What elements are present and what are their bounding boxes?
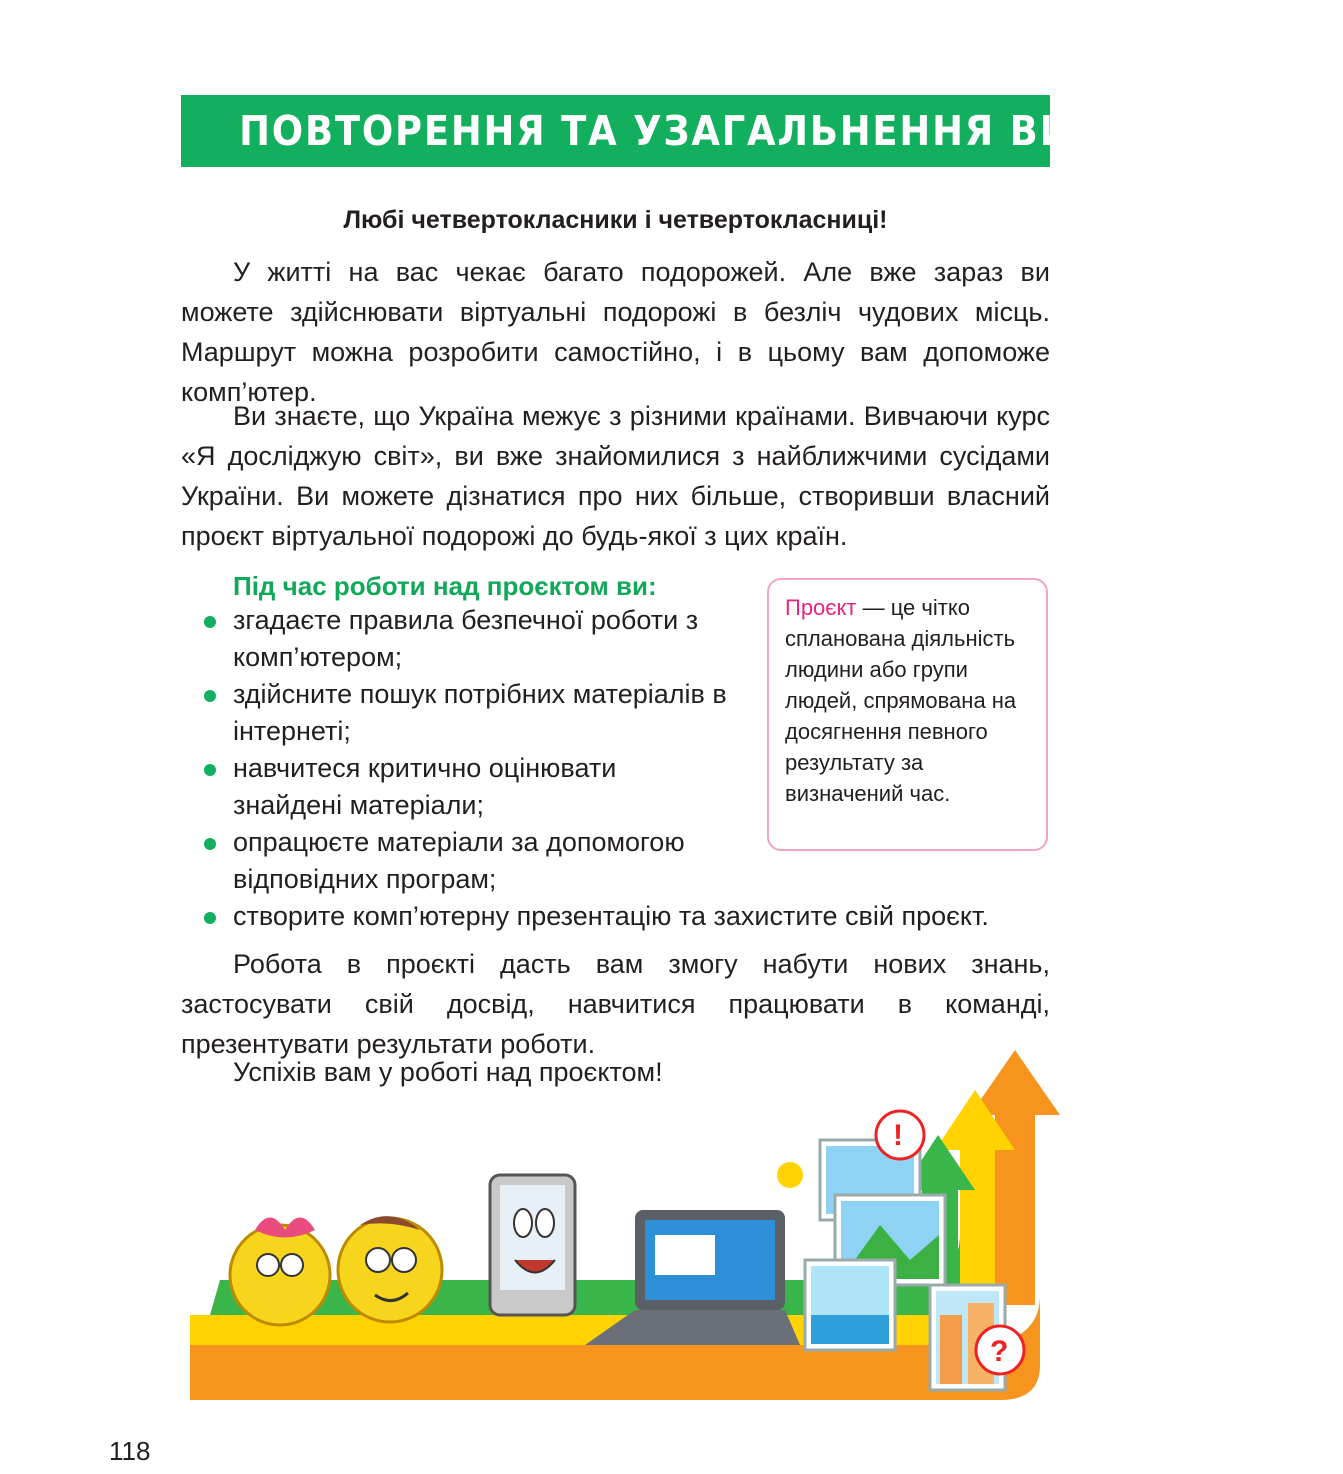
bullet-icon bbox=[204, 616, 216, 628]
list-item bbox=[198, 824, 738, 898]
project-list-heading: Під час роботи над проєктом ви: bbox=[233, 571, 657, 601]
intro-paragraph-1: У житті на вас чекає багато подорожей. Але вже зараз ви можете здійснювати віртуальні подорожі в безліч чудових місць. Маршрут можна розробити самостійно, і в цьому вам допоможе комп’ютер. bbox=[181, 257, 1050, 407]
smiley-icon bbox=[777, 1162, 803, 1188]
list-item bbox=[198, 676, 738, 750]
bullet-icon bbox=[204, 764, 216, 776]
ball-character-boy bbox=[338, 1218, 442, 1322]
list-item-text: згадаєте правила безпечної роботи з комп’ютером; bbox=[233, 605, 699, 672]
definition-box bbox=[767, 578, 1048, 851]
bullet-icon bbox=[204, 690, 216, 702]
page-number: 118 bbox=[109, 1436, 151, 1466]
laptop-screen-slide bbox=[655, 1235, 715, 1275]
ball-character-girl bbox=[230, 1225, 330, 1325]
intro-paragraph-2: Ви знаєте, що Україна межує з різними країнами. Вивчаючи курс «Я досліджую світ», ви вже знайомилися з найближчими сусідами України. Ви можете дізнатися про них більше, створивши власний проєкт віртуальної подорожі до будь-якої з цих країн. bbox=[181, 401, 1050, 551]
svg-text:?: ? bbox=[990, 1335, 1009, 1368]
definition-text: — це чітко спланована діяльність людини або групи людей, спрямована на досягнення певного результату за визначений час. bbox=[785, 595, 1017, 806]
definition-term: Проєкт bbox=[785, 595, 857, 620]
bullet-icon bbox=[204, 912, 216, 924]
page-title-text: ПОВТОРЕННЯ ТА УЗАГАЛЬНЕННЯ ВИВЧЕНОГО bbox=[239, 107, 1286, 155]
closing-paragraph: Робота в проєкті дасть вам змогу набути нових знань, застосувати свій досвід, навчитися працювати в команді, презентувати результати роботи. bbox=[181, 949, 1050, 1059]
list-item bbox=[198, 898, 1085, 935]
closing-wish: Успіхів вам у роботі над проєктом! bbox=[233, 1057, 663, 1087]
page-title bbox=[181, 95, 1286, 167]
list-item-text: створите комп’ютерну презентацію та захистите свій проєкт. bbox=[233, 901, 989, 931]
illustration-characters-and-computer bbox=[180, 1045, 1060, 1430]
list-item bbox=[198, 750, 693, 824]
tablet-character-face bbox=[500, 1185, 565, 1290]
svg-text:!: ! bbox=[893, 1119, 903, 1152]
bullet-icon bbox=[204, 838, 216, 850]
picture-beach-water bbox=[811, 1315, 889, 1344]
greeting-heading: Любі четвертокласники і четвертокласниці! bbox=[343, 206, 888, 234]
list-item-text: навчитеся критично оцінювати знайдені матеріали; bbox=[233, 753, 617, 820]
list-item-text: опрацюєте матеріали за допомогою відповідних програм; bbox=[233, 827, 685, 894]
building-icon bbox=[940, 1315, 962, 1384]
list-item bbox=[198, 602, 738, 676]
list-item-text: здійсните пошук потрібних матеріалів в інтернеті; bbox=[233, 679, 727, 746]
